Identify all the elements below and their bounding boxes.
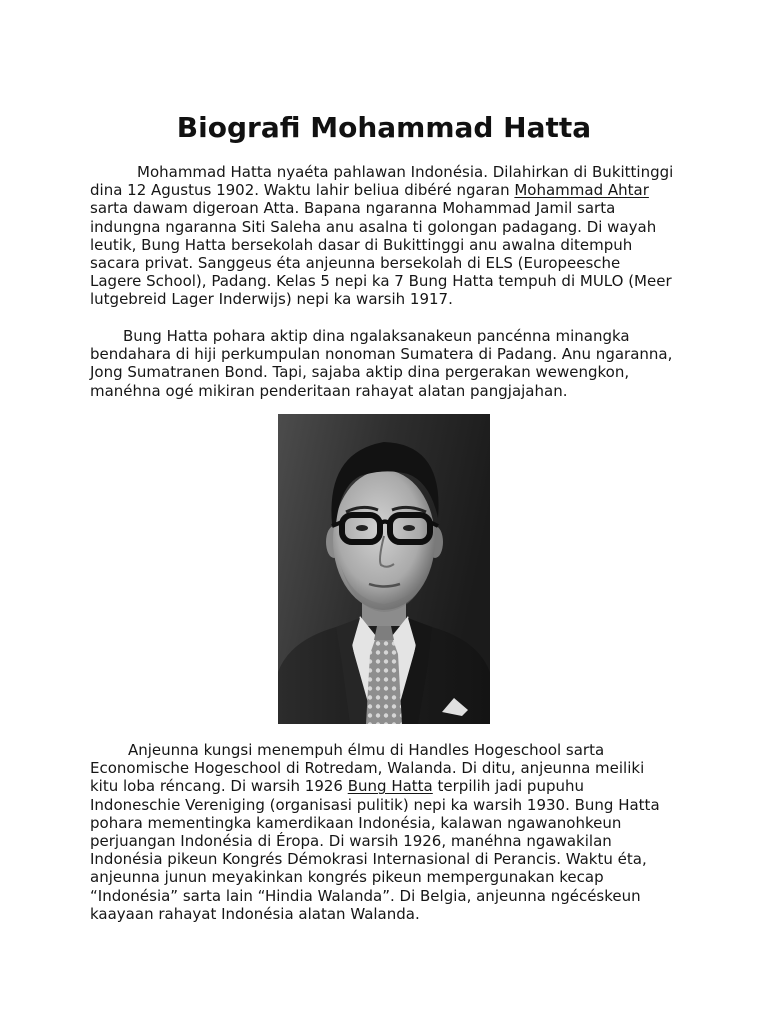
text-line: kaayaan rahayat Indonésia alatan Walanda. [90, 904, 420, 923]
portrait-photo [278, 414, 490, 724]
paragraph-1 [90, 163, 710, 309]
text-line [90, 181, 710, 199]
text-segment: kitu loba réncang. Di warsih 1926 [90, 777, 348, 796]
text-line: Anjeunna kungsi menempuh élmu di Handles Hogeschool sarta [128, 741, 605, 759]
text-line: “Indonésia” sarta lain “Hindia Walanda”. Di Belgia, anjeunna ngécéskeun [90, 886, 641, 905]
text-line: anjeunna junun meyakinkan kongrés pikeun mempergunakan kecap [90, 868, 604, 887]
text-line: Bung Hatta pohara aktip dina ngalaksanakeun pancénna minangka [123, 327, 630, 345]
tie-knot [374, 626, 394, 640]
text-line: Indonésia pikeun Kongrés Démokrasi Internasional di Perancis. Waktu éta, [90, 850, 647, 869]
text-line: perjuangan Indonésia di Éropa. Di warsih 1926, manéhna ngawakilan [90, 831, 612, 850]
text-line [90, 777, 710, 795]
page-title: Biografi Mohammad Hatta [176, 111, 592, 144]
text-line: Jong Sumatranen Bond. Tapi, sajaba aktip dina pergerakan wewengkon, [90, 363, 630, 382]
text-line: Mohammad Hatta nyaéta pahlawan Indonésia. Dilahirkan di Bukittinggi [137, 163, 674, 181]
text-line: Indoneschie Vereniging (organisasi pulitik) nepi ka warsih 1930. Bung Hatta [90, 795, 660, 814]
left-eye [356, 525, 368, 531]
text-segment: terpilih jadi pupuhu [432, 777, 584, 796]
text-line: manéhna ogé mikiran penderitaan rahayat alatan pangjajahan. [90, 381, 568, 400]
text-line: Economische Hogeschool di Rotredam, Walanda. Di ditu, anjeunna meiliki [90, 759, 645, 778]
text-line: leutik, Bung Hatta bersekolah dasar di Bukittinggi anu awalna ditempuh [90, 235, 633, 254]
text-line: lutgebreid Lager Inderwijs) nepi ka warsih 1917. [90, 290, 453, 309]
tie [366, 640, 402, 724]
portrait-image [278, 414, 490, 724]
link-mohammad-ahtar[interactable]: Mohammad Ahtar [514, 181, 649, 200]
paragraph-3 [90, 741, 710, 923]
link-bung-hatta[interactable]: Bung Hatta [347, 777, 433, 796]
text-line: indungna ngaranna Siti Saleha anu asalna ti golongan padagang. Di wayah [90, 217, 657, 236]
text-line: sarta dawam digeroan Atta. Bapana ngaranna Mohammad Jamil sarta [90, 199, 616, 218]
text-line: Lagere School), Padang. Kelas 5 nepi ka 7 Bung Hatta tempuh di MULO (Meer [90, 272, 672, 291]
right-eye [403, 525, 415, 531]
text-line: sacara privat. Sanggeus éta anjeunna bersekolah di ELS (Europeesche [90, 253, 621, 272]
text-line: bendahara di hiji perkumpulan nonoman Sumatera di Padang. Anu ngaranna, [90, 345, 673, 364]
text-segment: dina 12 Agustus 1902. Waktu lahir beliua dibéré ngaran [90, 181, 515, 200]
paragraph-2 [90, 327, 710, 400]
text-line: pohara mementingka kamerdikaan Indonésia, kalawan ngawanohkeun [90, 813, 622, 832]
